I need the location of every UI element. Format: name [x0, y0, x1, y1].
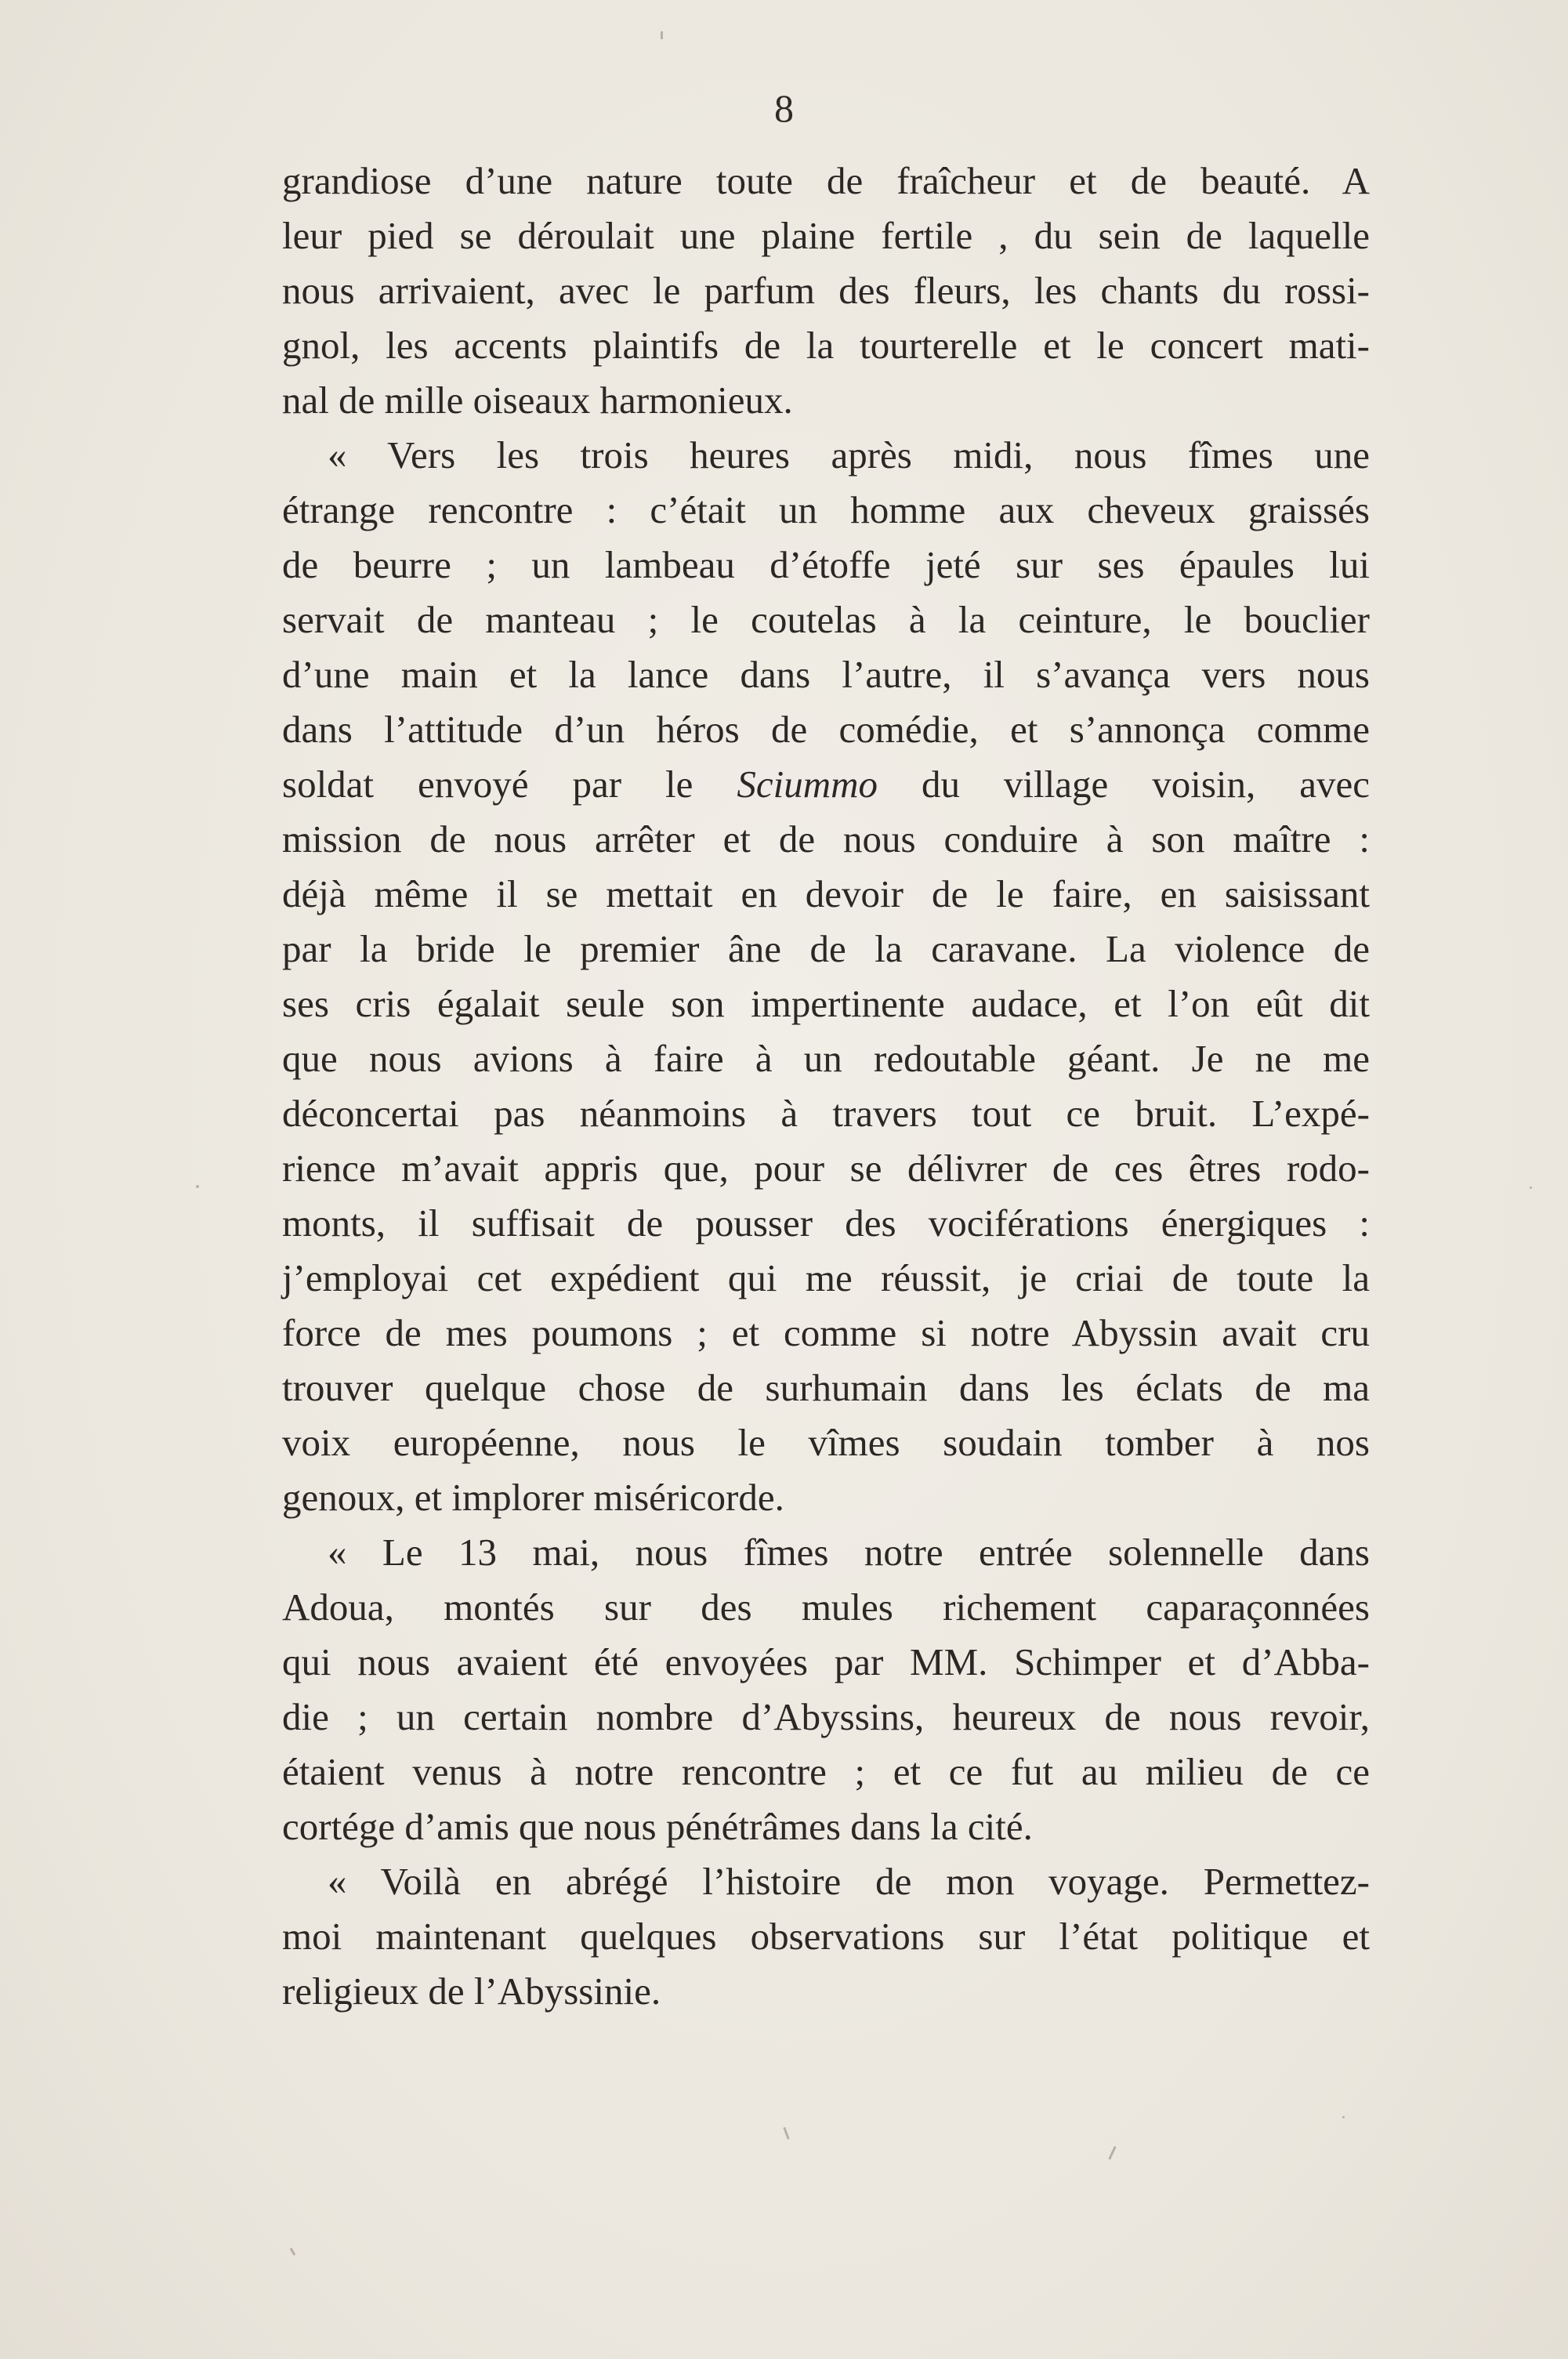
- text-line: genoux, et implorer miséricorde.: [282, 1476, 784, 1519]
- text-line: que nous avions à faire à un redoutable géant. Je ne me: [282, 1037, 1370, 1080]
- text-line: déjà même il se mettait en devoir de le faire, en saisissant: [282, 872, 1370, 915]
- text-line: grandiose d’une nature toute de fraîcheur et de beauté. A: [282, 159, 1370, 202]
- paper-speck: [196, 1185, 199, 1188]
- text-line: moi maintenant quelques observations sur l’état politique et: [282, 1915, 1370, 1958]
- text-line: Adoua, montés sur des mules richement caparaçonnées: [282, 1585, 1370, 1629]
- text-line: nal de mille oiseaux harmonieux.: [282, 379, 793, 422]
- text-line: voix européenne, nous le vîmes soudain tomber à nos: [282, 1421, 1370, 1464]
- text-line: religieux de l’Abyssinie.: [282, 1969, 661, 2013]
- paper-speck: [290, 2248, 296, 2256]
- text-line: dans l’attitude d’un héros de comédie, et s’annonça comme: [282, 708, 1370, 751]
- paper-speck: [1108, 2146, 1116, 2160]
- paper-speck: [783, 2127, 789, 2140]
- text-line: j’employai cet expédient qui me réussit, je criai de toute la: [282, 1256, 1370, 1299]
- paragraph-start-line: « Le 13 mai, nous fîmes notre entrée solennelle dans: [328, 1531, 1370, 1574]
- text-line: de beurre ; un lambeau d’étoffe jeté sur ses épaules lui: [282, 543, 1370, 586]
- line-segment: du village voisin, avec: [877, 763, 1370, 806]
- paper-speck: [1530, 1187, 1532, 1189]
- text-line: étrange rencontre : c’était un homme aux cheveux graissés: [282, 488, 1370, 531]
- text-line: cortége d’amis que nous pénétrâmes dans la cité.: [282, 1805, 1033, 1848]
- text-line-with-italic: [282, 757, 1370, 812]
- text-line: étaient venus à notre rencontre ; et ce fut au milieu de ce: [282, 1750, 1370, 1793]
- page-number: 8: [774, 86, 794, 130]
- text-line: d’une main et la lance dans l’autre, il s’avança vers nous: [282, 653, 1370, 696]
- text-line: leur pied se déroulait une plaine fertile , du sein de laquelle: [282, 214, 1370, 257]
- text-line: ses cris égalait seule son impertinente audace, et l’on eût dit: [282, 982, 1370, 1025]
- text-line: déconcertai pas néanmoins à travers tout ce bruit. L’expé-: [282, 1092, 1370, 1135]
- paper-speck: [1342, 2116, 1345, 2118]
- italic-term: Sciummo: [737, 763, 878, 806]
- paper-speck: [661, 31, 663, 39]
- line-segment: soldat envoyé par le: [282, 763, 737, 806]
- text-line: gnol, les accents plaintifs de la tourterelle et le concert mati-: [282, 324, 1370, 367]
- paragraph-start-line: « Vers les trois heures après midi, nous fîmes une: [328, 433, 1370, 477]
- paragraph-start-line: « Voilà en abrégé l’histoire de mon voyage. Permettez-: [328, 1860, 1370, 1903]
- text-line: rience m’avait appris que, pour se délivrer de ces êtres rodo-: [282, 1147, 1370, 1190]
- text-line: die ; un certain nombre d’Abyssins, heureux de nous revoir,: [282, 1695, 1370, 1738]
- body-text: [282, 154, 1370, 2019]
- text-line: servait de manteau ; le coutelas à la ceinture, le bouclier: [282, 598, 1370, 641]
- text-line: monts, il suffisait de pousser des vociférations énergiques :: [282, 1201, 1370, 1245]
- text-line: force de mes poumons ; et comme si notre Abyssin avait cru: [282, 1311, 1370, 1354]
- text-line: nous arrivaient, avec le parfum des fleurs, les chants du rossi-: [282, 269, 1370, 312]
- text-line: par la bride le premier âne de la caravane. La violence de: [282, 927, 1370, 970]
- text-line: qui nous avaient été envoyées par MM. Schimper et d’Abba-: [282, 1640, 1370, 1683]
- text-line: mission de nous arrêter et de nous conduire à son maître :: [282, 817, 1370, 861]
- text-line: trouver quelque chose de surhumain dans les éclats de ma: [282, 1366, 1370, 1409]
